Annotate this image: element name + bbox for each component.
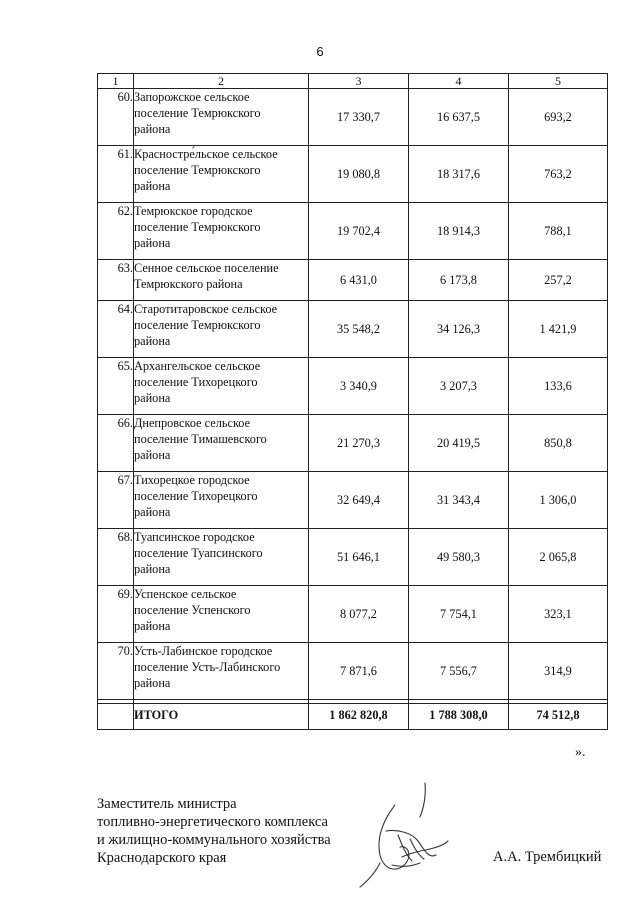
value-col5: 314,9 — [509, 643, 608, 700]
settlement-name-line: поселение Темрюкского — [134, 106, 261, 120]
column-header: 2 — [134, 74, 309, 89]
signer-name: А.А. Трембицкий — [493, 849, 602, 865]
signatory-position — [97, 795, 331, 867]
table-row — [98, 643, 608, 700]
total-label: ИТОГО — [134, 704, 309, 730]
settlement-name — [134, 586, 309, 643]
value-col5: 257,2 — [509, 260, 608, 301]
settlement-name — [134, 472, 309, 529]
settlement-name-line: Туапсинское городское — [134, 530, 255, 544]
page-number: 6 — [316, 44, 324, 59]
value-col3: 19 702,4 — [309, 203, 409, 260]
value-col4: 6 173,8 — [409, 260, 509, 301]
value-col5: 323,1 — [509, 586, 608, 643]
table-row — [98, 301, 608, 358]
value-col3: 32 649,4 — [309, 472, 409, 529]
value-col5: 1 421,9 — [509, 301, 608, 358]
settlement-name-line: района — [134, 391, 171, 405]
signatory-position-line: Заместитель министра — [97, 796, 237, 812]
column-header: 4 — [409, 74, 509, 89]
value-col3: 8 077,2 — [309, 586, 409, 643]
value-col3: 51 646,1 — [309, 529, 409, 586]
settlement-name-line: поселение Темрюкского — [134, 220, 261, 234]
row-number: 67. — [98, 472, 134, 529]
value-col4: 18 914,3 — [409, 203, 509, 260]
settlement-name-line: района — [134, 505, 171, 519]
row-number: 64. — [98, 301, 134, 358]
settlement-name — [134, 529, 309, 586]
settlement-name-line: района — [134, 448, 171, 462]
settlement-name-line: поселение Тихорецкого — [134, 489, 258, 503]
row-number: 61. — [98, 146, 134, 203]
total-row — [98, 704, 608, 730]
value-col4: 31 343,4 — [409, 472, 509, 529]
settlement-name — [134, 643, 309, 700]
value-col5: 1 306,0 — [509, 472, 608, 529]
value-col4: 16 637,5 — [409, 89, 509, 146]
row-number: 70. — [98, 643, 134, 700]
table-row — [98, 146, 608, 203]
settlement-name-line: Темрюкского района — [134, 277, 243, 291]
value-col5: 763,2 — [509, 146, 608, 203]
settlement-name-line: Темрюкское городское — [134, 204, 253, 218]
settlement-name-line: района — [134, 562, 171, 576]
closing-quote-mark: ». — [575, 745, 586, 760]
row-number: 60. — [98, 89, 134, 146]
column-header: 5 — [509, 74, 608, 89]
total-col3: 1 862 820,8 — [309, 704, 409, 730]
settlement-name-line: поселение Тимашевского — [134, 432, 267, 446]
total-col5: 74 512,8 — [509, 704, 608, 730]
value-col3: 6 431,0 — [309, 260, 409, 301]
table-row — [98, 203, 608, 260]
settlement-name-line: Запорожское сельское — [134, 90, 250, 104]
settlement-name — [134, 260, 309, 301]
settlement-name-line: поселение Успенского — [134, 603, 251, 617]
settlement-name-line: района — [134, 122, 171, 136]
settlement-name-line: поселение Темрюкского — [134, 318, 261, 332]
settlement-name-line: Архангельское сельское — [134, 359, 261, 373]
settlement-name-line: района — [134, 236, 171, 250]
value-col3: 17 330,7 — [309, 89, 409, 146]
total-col4: 1 788 308,0 — [409, 704, 509, 730]
data-table — [97, 73, 608, 730]
settlement-name-line: Красностре́льское сельское — [134, 147, 278, 161]
handwritten-signature — [340, 775, 460, 895]
settlement-name — [134, 89, 309, 146]
value-col4: 18 317,6 — [409, 146, 509, 203]
value-col5: 693,2 — [509, 89, 608, 146]
value-col5: 2 065,8 — [509, 529, 608, 586]
settlement-name-line: поселение Тихорецкого — [134, 375, 258, 389]
settlement-name-line: поселение Темрюкского — [134, 163, 261, 177]
settlement-name-line: Сенное сельское поселение — [134, 261, 279, 275]
settlement-name-line: района — [134, 334, 171, 348]
value-col3: 3 340,9 — [309, 358, 409, 415]
total-empty-cell — [98, 704, 134, 730]
column-header: 1 — [98, 74, 134, 89]
row-number: 65. — [98, 358, 134, 415]
settlement-name-line: Днепровское сельское — [134, 416, 251, 430]
settlement-name — [134, 146, 309, 203]
value-col3: 7 871,6 — [309, 643, 409, 700]
settlement-name-line: Успенское сельское — [134, 587, 237, 601]
settlement-name — [134, 415, 309, 472]
column-header: 3 — [309, 74, 409, 89]
table-row — [98, 472, 608, 529]
settlement-name-line: Усть-Лабинское городское — [134, 644, 273, 658]
settlement-name-line: поселение Туапсинского — [134, 546, 263, 560]
value-col4: 3 207,3 — [409, 358, 509, 415]
table-row — [98, 415, 608, 472]
settlement-name-line: района — [134, 619, 171, 633]
value-col5: 788,1 — [509, 203, 608, 260]
table-row — [98, 89, 608, 146]
settlement-name-line: Тихорецкое городское — [134, 473, 250, 487]
signatory-position-line: топливно-энергетического комплекса — [97, 814, 328, 830]
row-number: 68. — [98, 529, 134, 586]
settlement-name-line: района — [134, 676, 171, 690]
row-number: 62. — [98, 203, 134, 260]
settlement-name — [134, 203, 309, 260]
table-row — [98, 358, 608, 415]
signatory-position-line: Краснодарского края — [97, 850, 227, 866]
row-number: 63. — [98, 260, 134, 301]
table-row — [98, 260, 608, 301]
value-col3: 19 080,8 — [309, 146, 409, 203]
table-row — [98, 529, 608, 586]
settlement-name-line: Старотитаровское сельское — [134, 302, 278, 316]
value-col4: 7 556,7 — [409, 643, 509, 700]
settlement-name — [134, 358, 309, 415]
row-number: 66. — [98, 415, 134, 472]
table-header-row — [98, 74, 608, 89]
value-col5: 133,6 — [509, 358, 608, 415]
signatory-position-line: и жилищно-коммунального хозяйства — [97, 832, 331, 848]
value-col4: 34 126,3 — [409, 301, 509, 358]
settlement-name-line: поселение Усть-Лабинского — [134, 660, 281, 674]
value-col5: 850,8 — [509, 415, 608, 472]
value-col3: 21 270,3 — [309, 415, 409, 472]
value-col3: 35 548,2 — [309, 301, 409, 358]
settlement-name-line: района — [134, 179, 171, 193]
value-col4: 49 580,3 — [409, 529, 509, 586]
value-col4: 7 754,1 — [409, 586, 509, 643]
row-number: 69. — [98, 586, 134, 643]
settlement-name — [134, 301, 309, 358]
value-col4: 20 419,5 — [409, 415, 509, 472]
table-row — [98, 586, 608, 643]
